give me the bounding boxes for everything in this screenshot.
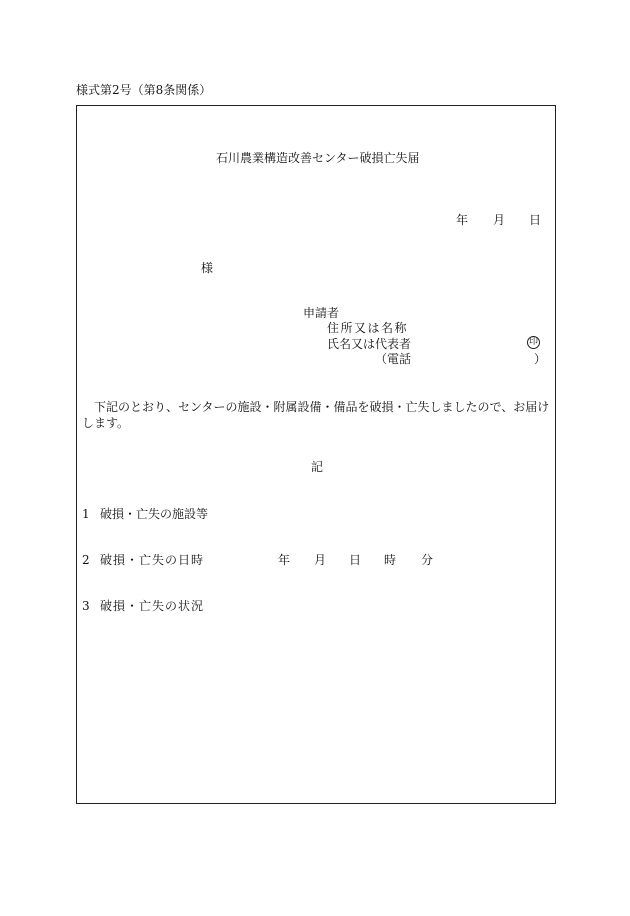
date-year-label: 年 [456, 213, 469, 227]
phone-label: （電話 [375, 352, 412, 366]
item-2-month-label: 月 [314, 553, 327, 567]
item-2-minute-label: 分 [421, 553, 434, 567]
date-day-label: 日 [529, 213, 542, 227]
item-2-year-label: 年 [278, 553, 291, 567]
seal-icon: 印 [528, 337, 538, 347]
body-text: 下記のとおり、センターの施設・附属設備・備品を破損・亡失しましたので、お届けします。 [82, 400, 550, 430]
item-2-label: 破損・亡失の日時 [100, 553, 205, 567]
item-2-day-label: 日 [349, 553, 362, 567]
phone-close-paren: ） [534, 352, 547, 366]
item-2-number: 2 [82, 553, 90, 567]
form-number: 様式第2号（第8条関係） [76, 83, 212, 97]
applicant-address-label: 住所又は名称 [327, 321, 409, 335]
record-heading: 記 [311, 460, 324, 474]
addressee-suffix: 様 [201, 261, 214, 275]
applicant-name-label: 氏名又は代表者 [327, 337, 412, 351]
applicant-label: 申請者 [303, 306, 340, 320]
item-3-label: 破損・亡失の状況 [100, 599, 205, 613]
item-1-number: 1 [82, 507, 90, 521]
item-3-number: 3 [82, 599, 90, 613]
item-1-label: 破損・亡失の施設等 [100, 507, 209, 521]
date-month-label: 月 [493, 213, 506, 227]
form-frame [76, 105, 556, 804]
item-2-hour-label: 時 [384, 553, 397, 567]
document-title: 石川農業構造改善センター破損亡失届 [216, 151, 420, 165]
